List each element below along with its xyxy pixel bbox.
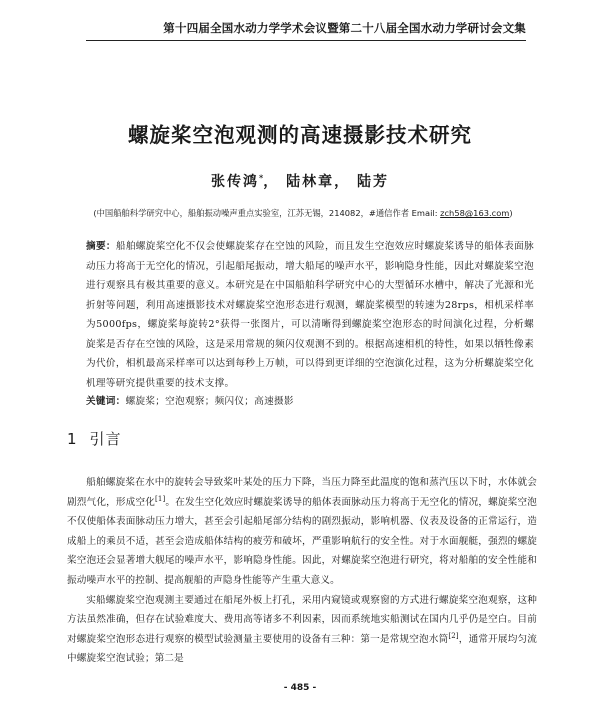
body-text (67, 473, 537, 669)
author-separator: ， (334, 174, 351, 190)
paragraph-text: 实船螺旋桨空泡观测主要通过在船尾外板上打孔，采用内窥镜或观察窗的方式进行螺旋桨空泡观察，这种方法虽然准确，但存在试验难度大、费用高等诸多不利因素，因而系统地实船测试在国内几乎仍是空白。目前对螺旋桨空泡形态进行观察的模型试验测量主要使用的设备有三种：第一是常规空泡水筒 (67, 594, 537, 645)
header-rule (86, 40, 526, 41)
corresponding-author-mark: * (259, 172, 264, 183)
keywords-text: 螺旋桨；空泡观察；频闪仪；高速摄影 (125, 396, 294, 407)
email-link[interactable]: zch58@163.com (440, 208, 510, 218)
paper-title: 螺旋桨空泡观测的高速摄影技术研究 (128, 123, 472, 147)
citation-ref: [1] (155, 494, 166, 503)
section-number: 1 (67, 430, 78, 448)
abstract (86, 237, 534, 393)
author-name: 张传鸿 (211, 174, 260, 190)
abstract-label: 摘要： (86, 241, 116, 252)
section-title: 引言 (89, 430, 122, 448)
abstract-text: 船舶螺旋桨空化不仅会使螺旋桨存在空蚀的风险，而且发生空泡效应时螺旋桨诱导的船体表面脉动压力将高于无空化的情况，引起船尾振动，增大船尾的噪声水平，影响隐身性能，因此对螺旋桨空泡进行观察具有极其重要的意义。本研究是在中国船舶科学研究中心的大型循环水槽中，解决了光源和光折射等问题，利用高速摄影技术对螺旋桨空泡形态进行观测，螺旋桨模型的转速为28rps，相机采样率为5000fps，螺旋桨每旋转2°获得一张图片，可以清晰得到螺旋桨空泡形态的时间演化过程，分析螺旋桨是否存在空蚀的风险，这是采用常规的频闪仪观测不到的。根据高速相机的特性，如果以牺牲像素为代价，相机最高采样率可以达到每秒上万帧，可以得到更详细的空泡演化过程，这为分析螺旋桨空化机理等研究提供重要的技术支撑。 (86, 241, 534, 389)
author-list (0, 171, 600, 191)
section-heading (67, 428, 122, 449)
keywords-label: 关键词： (86, 396, 126, 407)
page-number: - 485 - (283, 683, 317, 693)
paragraph-text: 船舶螺旋桨在水中的旋转会导致桨叶某处的压力下降，当压力降至此温度的饱和蒸汽压以下时，水体就会剧烈气化，形成空化 (67, 477, 537, 508)
paragraph-text: ，通常开展均匀流中螺旋桨空泡试验；第二是 (67, 633, 537, 665)
paragraph-text: 。在发生空化效应时螺旋桨诱导的船体表面脉动压力将高于无空化的情况，螺旋桨空泡不仅使船体表面脉动压力增大，甚至会引起船尾部分结构的剧烈振动，影响机器、仪表及设备的正常运行，造成船上的乘员不适，甚至会造成船体结构的疲劳和破坏，严重影响航行的安全性。对于水面舰艇，强烈的螺旋桨空泡还会显著增大舰尾的噪声水平，影响隐身性能。因此，对螺旋桨空泡进行研究，将对船舶的安全性能和振动噪声水平的控制、提高舰船的声隐身性能等产生重大意义。 (67, 496, 537, 586)
paragraph (67, 591, 537, 669)
affiliation-text: (中国船舶科学研究中心，船舶振动噪声重点实验室，江苏无锡，214082，#通信作者 Email: (93, 208, 441, 218)
affiliation (66, 207, 540, 219)
paragraph (67, 473, 537, 591)
running-header: 第十四届全国水动力学学术会议暨第二十八届全国水动力学研讨会文集 (163, 21, 526, 35)
author-name: 陆林章 (286, 174, 335, 190)
keywords (86, 393, 534, 407)
author-separator: ， (263, 174, 280, 190)
author-name: 陆芳 (356, 174, 389, 190)
affiliation-close: ) (509, 208, 513, 218)
citation-ref: [2] (448, 631, 459, 640)
